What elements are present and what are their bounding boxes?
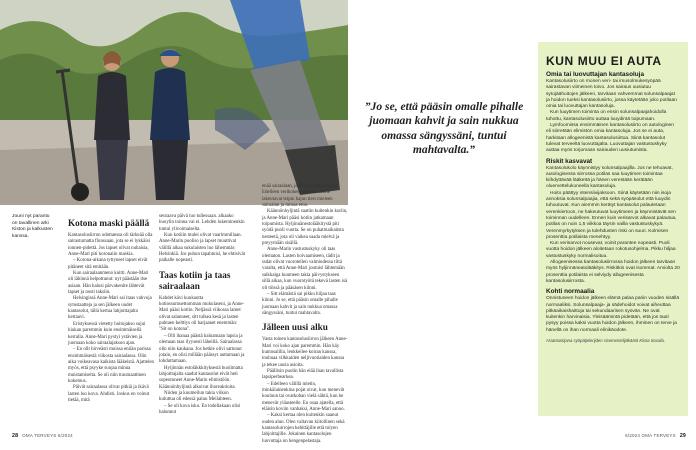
right-footer (625, 433, 686, 439)
page-number-left: 28 (12, 433, 19, 439)
paragraph: Helsingissä Anne-Mari sai itaas vahvoja sytostaatteja ja sen jälkeen uudet kantasolut, tällä kertaa lahjoittajalta kertaavi. (68, 296, 152, 321)
paragraph: Kun kotiiin mulei olivat vaarimmillaan. Anne-Marin puoliso ja lapset muuttivat välillä aikaa sukulaisten luo lähemmäs Helsinkiä. Jos puhun tapahtuisi, he ehtisivät paikalle nopeasti. (159, 233, 245, 264)
sidebar-paragraph: Kantasolusiirto on monen veri- tai imusolmukesyöpää sairastavan viimeinen toivo. Jos sairaus uusiutuu sytojäähoitojen jälkeen, tarvitaan vahvemmat solunsalpaajat ja hoidon tueksi kantasolusiirto, jossa käytetään joko potilaan omia tai luovuttajan kantasoluja. (546, 79, 677, 110)
photo-caption: Jouni nyt parantu on tavallinen arki Kiston ja kalkusten kanssa. (12, 214, 53, 239)
paragraph: Päivät sairaalassa olivat pitkiä ja ikävä lasten luo kova. Ahdisti. Joskus en voinut tietää, mitä (68, 385, 150, 403)
article-column-3 (262, 184, 348, 445)
paragraph: Kahdet kävi kuukautta kotiossumuettomman mukulaseni, ja Anne-Mari pääsi kotiin. Neljässä viikossa lamet olivat salanneet, sitt tulkea kesä ja lasten puhtaen kelttiys oli harjaanet enemmän: "Sit on kotona". (159, 295, 245, 333)
sidebar-paragraph: Allogeenisessa kantasolusiirrossa hoidon jälkeen tarvitaan myös hyljinnäneatolääkitys. Riskitkin ovat isommat. Arviolta 20 prosenttia potilaista ei selviydy allogeenisesta kantasolusiirrosta. (546, 260, 680, 284)
article-photo (0, 0, 348, 205)
sidebar-title: KUN MUU EI AUTA (546, 54, 662, 68)
paragraph: Käännönhyljintä saatiin kuitenkin kuriin, ja Anne-Mari pääsi kotiin jatkamaan toipumista. Hyljinnänestolääkitystä piti syödä puoli vuotta. Se on puhatmaikaitsta nesteetä, jota oli vaikea saada mielvä ja preyymään sisällä. (262, 209, 348, 247)
sidebar-paragraph: Kun verisarvot nousevat, voinit parantee nopeasti. Puoli vuotta hoidon jälkeen aloitetaan rokotusohjelma. Pikku hiljaa vastustuskyky normalisoituu. (546, 241, 676, 259)
sidebar-paragraph: Onnistuneen hoidon jälkeen elämä palaa pariin vuoden sisällä normaaliksi. Solunsalpaaja- ja sädehoidot voivat aiheuttaa pitkäaikaishaittoja tai sekundaarisen syövän. Ne ovat kuitenkin harvinaisia. Yleisäämintä pidetään, että jos tauti pysyy poissa kaksi vuotta hoidon jälkeen, ihminen on terve ja hänellä on ihan normaali elinikäodote. (546, 296, 680, 333)
article-column-2 (159, 214, 245, 416)
man-figure (150, 49, 190, 200)
sidebar-paragraph: Hoito päättyy intensiivijaksoon. Siinä käytetään niin isoja annoksia solunsalpaajia, että sekä syöpäsolut että luuydin tuhoutuvat. Kun aiemmin kerätyt kantasolut palautetaan verenkiertoon, ne hakeutuvat luuytimeen ja käynnistävät sen toiminnan uudelleen. Ennen kuin verisarvot alkavat palautua, potilas on noin 1,5 viikkoa täysin vailla vastustuskykyä. Verenmyrkytyksen ja tulehdusten riski on suuri. Kolmisen prosenttia potilaista menehtyy. (546, 190, 677, 240)
paragraph: Niiden ja kuumeilun takia viikon kuluttua oli edessä paluu Meilahteen. (159, 390, 232, 403)
sidebar-paragraph: Lymfoomissa ensimmäinen kantasolusiirto on autologinen eli siirretään elimistön omia kantasoluja. Jos se ei auta, harkitaan allogeenistä kantasolusiirtoa. Siinä kantasolut tulevat terveeltä luovuttajalta. Luovuttajan vastustuskyky auttaa myös torjumaan sairauden uusiutumista. (546, 123, 674, 154)
left-footer (12, 433, 73, 439)
paragraph: Anne-Marin vastustuskyky oli taas olematon. Lasten hoivaamiseen, tädit ja ssdat olivat vuorotellen valmiudessa tiltä varalta, että Anne-Mari joutuisi lähtemään saikkaiga kuumeen takia päivystykseen sillä aikaa, kun vuorotyötä tekevä lasten isä oli töissä ja pääsäsen kiinni. (262, 247, 348, 291)
article-column-1 (68, 217, 154, 404)
magazine-title-left: OMA TERVEYS 6/2024 (22, 433, 73, 438)
paragraph: Päällisin puolin hän elää ihan tavallista lapsiperhearkea. (262, 368, 344, 381)
paragraph: – En ollt hirveästi muissa eniiän parissa ensimmäisestä viikosta sairaalassa. Olin aika voikeavasa kaikista lääkeistä. Ajattelen myös, että psyyke suojaa minua muistamiselta. Se oli niin traumaattinen kokemus. (68, 347, 154, 384)
paragraph: – Kaksi kertaa olen kuitenkin saanut uuden alun. Olen valtavan kiitollinen sekä kantasoluirrojen kehittäjille että tolyen lahjoittajille. Jokainen kantasolujen luovuttaja on hengenpelastaja. (262, 413, 345, 444)
sidebar-paragraph: Kun luuytimen toiminta on ensin solunsalpaajahoidolla tuhottu, kantasolusiirto auttaa luuydintä toipumaan. (546, 110, 667, 122)
paragraph: Kun sairaalaanmeno koitti. Anne-Mari oli lähinnä helpottunut: nyt päästään itse asiaan. Hän halusi pärvakenite lähtevät lapset ja nosti taksiin. (68, 271, 149, 296)
paragraph: Hyljinnän estoläkkkityksestä huolimatta lahjoittajalta saadut kantasolut eivät heti sopeutuneet Anne-Marin elimistöön. Käännönhyljintä alkoivat ihoreaktioita. (159, 365, 243, 390)
paragraph: – Edelleen välillä mietin, minkälainenkina pojat oivat, kun menevät kouluun tai ovatkohan vielä sähtä, kun he menevät yläasteelle. En osaa ajatella, että eläisin koviin vanhaksi, Anne-Mari sanoo. (262, 381, 345, 412)
paragraph: seuraava päivä tuo tullessaan. alkaako huoylin toinna vai ei. Lehden lukeminenkin tuntui ylivoimaiselta. (159, 214, 245, 232)
paragraph: enää sairaalaan, jonka hajuskin etoivat. Edelleen verikokeen jälkeen iltolle lakeutavat teipin hajun tiesi mieleen sairaalan ja minua etoo. (262, 184, 339, 209)
paragraph: – Se oli kova isku. En todellakaan olisi halunnut (159, 403, 241, 415)
sidebar-heading: Omia tai luovuttajan kantasoluja (546, 71, 645, 78)
expert-credit: Asiantuntijana syöpätjelerijden sisementelijäkäärit Kiista Soraila. (546, 337, 665, 343)
paragraph: Eristyksessä vietetty hoitojakso sujui hiukan paremmin kuin ensimmäisellä kerralla. Anne-Mari pystyi ystävien ja juomaan koko sairaalajakson ajan. (68, 321, 146, 346)
paragraph: – Olli ihanaa päästä haluamaan lapsia ja olemaan taas ilyysesti läheillä. Sairaalassa olin niin kaukana. Jos hetkle olivi sattunut jotain, en olisi millään päässyt auttamaan ja lohduttamaan. (159, 333, 245, 365)
info-sidebar (538, 42, 688, 416)
subheading-uusi-alku: Jälleen uusi alku (262, 322, 328, 333)
subheading-taas-kotiin: Taas kotiin ja taas sairaalaan (159, 269, 231, 291)
sidebar-heading: Kohti normaalia (546, 288, 595, 296)
pull-quote: ”Jo se, että pääsin omalle pihalle juomaan kahvit ja sain nukkua omassa sängyssäni, tuntui mahtavalta.” (364, 100, 524, 157)
family-photo-illustration (0, 0, 348, 205)
sidebar-heading: Riskit kasvavat (546, 157, 593, 165)
paragraph: Kantasolusiirron odottaessa oli tärkeää olla sairastumatta flunssaan, jota se ei lykkäisi ionnen-pidettä. Jos lapset olivat nuhaisia, Anne-Mari piti koronaiin maskia. (68, 233, 153, 258)
paragraph: – Korona-aikana tyttyneet lapset eivät pitäneet sitä emitään. (68, 258, 148, 270)
paragraph: Vasta toinen kantasolusiirron jälkeen Anne-Mari voi koko ajan paremmin. Hän käy kuntosalilla, lenkkeilee koiran kanssa, touhuaa vilkkaiden neljivuotiaiden kanssa ja tekee uusia asioita. (262, 337, 348, 368)
sidebar-paragraph: Kantasolukolo käynnistyy solunsalpaajilla. Jos ne tehoavat, autologisessa siirrossa potilas saa luuytimen toimintaa kiihdyttävää lääkettä ja hänen verestään kerätään oluervettelukoneella kantasoluja. (546, 165, 673, 190)
subheading-kotona: Kotona maski päällä (68, 218, 150, 228)
page-number-right: 29 (679, 433, 686, 439)
magazine-title-right: 6/2024 OMA TERVEYS (625, 433, 676, 438)
paragraph: – Sitt elämästä sai pikku hiljaa taas kiinni. Jo se, että pääsin omalle pihalle juomaan kahvit ja sain nukkua omassa sängyssäni, tuntui mahtavalta. (262, 291, 338, 316)
